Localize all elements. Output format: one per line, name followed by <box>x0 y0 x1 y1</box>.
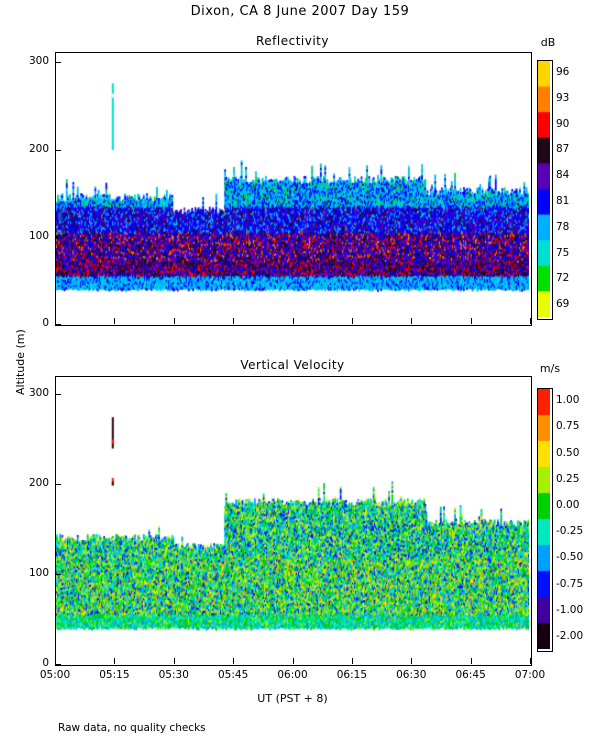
reflectivity-colorbar-title: dB <box>540 36 556 49</box>
colorbar-tick-label: -2.00 <box>556 629 584 642</box>
y-tick-mark <box>55 574 61 575</box>
x-tick-label: 05:15 <box>99 669 130 681</box>
colorbar-tick-label: 72 <box>556 272 570 285</box>
colorbar-tick-label: 0.75 <box>556 420 580 433</box>
x-tick-mark <box>352 318 353 324</box>
x-tick-mark <box>55 318 56 324</box>
colorbar-tick-label: 0.25 <box>556 472 580 485</box>
x-tick-label: 05:00 <box>39 669 71 681</box>
y-tick-label: 100 <box>28 567 49 579</box>
x-tick-mark <box>233 318 234 324</box>
x-tick-mark <box>174 658 175 664</box>
x-tick-mark <box>114 658 115 664</box>
colorbar-tick-label: -1.00 <box>556 603 584 616</box>
x-tick-mark <box>293 658 294 664</box>
colorbar-tick-label: 0.50 <box>556 446 580 459</box>
x-tick-mark <box>293 318 294 324</box>
x-tick-mark <box>352 658 353 664</box>
colorbar-tick-label: 87 <box>556 143 570 156</box>
colorbar-tick-label: -0.25 <box>556 525 584 538</box>
colorbar-tick-label: 90 <box>556 117 570 130</box>
x-tick-mark <box>530 318 531 324</box>
x-axis-label: UT (PST + 8) <box>257 692 328 705</box>
colorbar-tick-label: 75 <box>556 246 570 259</box>
y-tick-mark <box>55 484 61 485</box>
y-tick-mark <box>55 664 61 665</box>
y-tick-mark <box>55 150 61 151</box>
y-tick-mark <box>55 394 61 395</box>
y-tick-label: 100 <box>28 229 49 242</box>
y-tick-label: 0 <box>42 317 49 329</box>
y-tick-label: 0 <box>42 657 49 669</box>
y-tick-mark <box>55 324 61 325</box>
vertical-velocity-plot[interactable] <box>55 376 532 666</box>
colorbar-tick-label: 96 <box>556 65 570 78</box>
footnote: Raw data, no quality checks <box>58 722 206 734</box>
reflectivity-colorbar <box>537 60 553 320</box>
x-tick-mark <box>411 658 412 664</box>
x-tick-mark <box>471 658 472 664</box>
x-tick-label: 05:45 <box>217 669 249 681</box>
x-tick-label: 06:15 <box>336 669 367 681</box>
x-tick-mark <box>55 658 56 664</box>
x-tick-label: 07:00 <box>514 669 546 681</box>
colorbar-tick-label: 93 <box>556 91 570 104</box>
x-tick-mark <box>233 658 234 664</box>
colorbar-tick-label: 1.00 <box>556 394 580 407</box>
y-tick-label: 200 <box>28 477 49 489</box>
x-tick-label: 06:30 <box>396 669 427 681</box>
x-tick-mark <box>174 318 175 324</box>
panel-title-reflectivity: Reflectivity <box>255 34 329 48</box>
x-tick-label: 05:30 <box>158 669 189 681</box>
x-tick-mark <box>471 318 472 324</box>
page-title: Dixon, CA 8 June 2007 Day 159 <box>190 4 410 19</box>
panel-title-vertical-velocity: Vertical Velocity <box>240 358 345 372</box>
colorbar-tick-label: 0.00 <box>556 498 580 511</box>
x-tick-label: 06:00 <box>277 669 308 681</box>
x-tick-mark <box>530 658 531 664</box>
colorbar-tick-label: 81 <box>556 194 570 207</box>
y-tick-mark <box>55 237 61 238</box>
reflectivity-plot[interactable] <box>55 52 532 326</box>
x-tick-mark <box>411 318 412 324</box>
colorbar-tick-label: -0.50 <box>556 551 584 564</box>
y-tick-label: 300 <box>28 55 49 68</box>
colorbar-tick-label: 69 <box>556 298 570 311</box>
colorbar-tick-label: -0.75 <box>556 577 584 590</box>
y-tick-label: 200 <box>28 142 49 155</box>
colorbar-tick-label: 84 <box>556 169 570 182</box>
colorbar-tick-label: 78 <box>556 220 570 233</box>
y-tick-mark <box>55 62 61 63</box>
y-tick-label: 300 <box>28 387 49 399</box>
y-axis-label: Altitude (m) <box>14 329 27 395</box>
vertical-velocity-colorbar <box>537 388 553 652</box>
x-tick-mark <box>114 318 115 324</box>
vertical-velocity-colorbar-title: m/s <box>539 362 561 375</box>
x-tick-label: 06:45 <box>455 669 486 681</box>
